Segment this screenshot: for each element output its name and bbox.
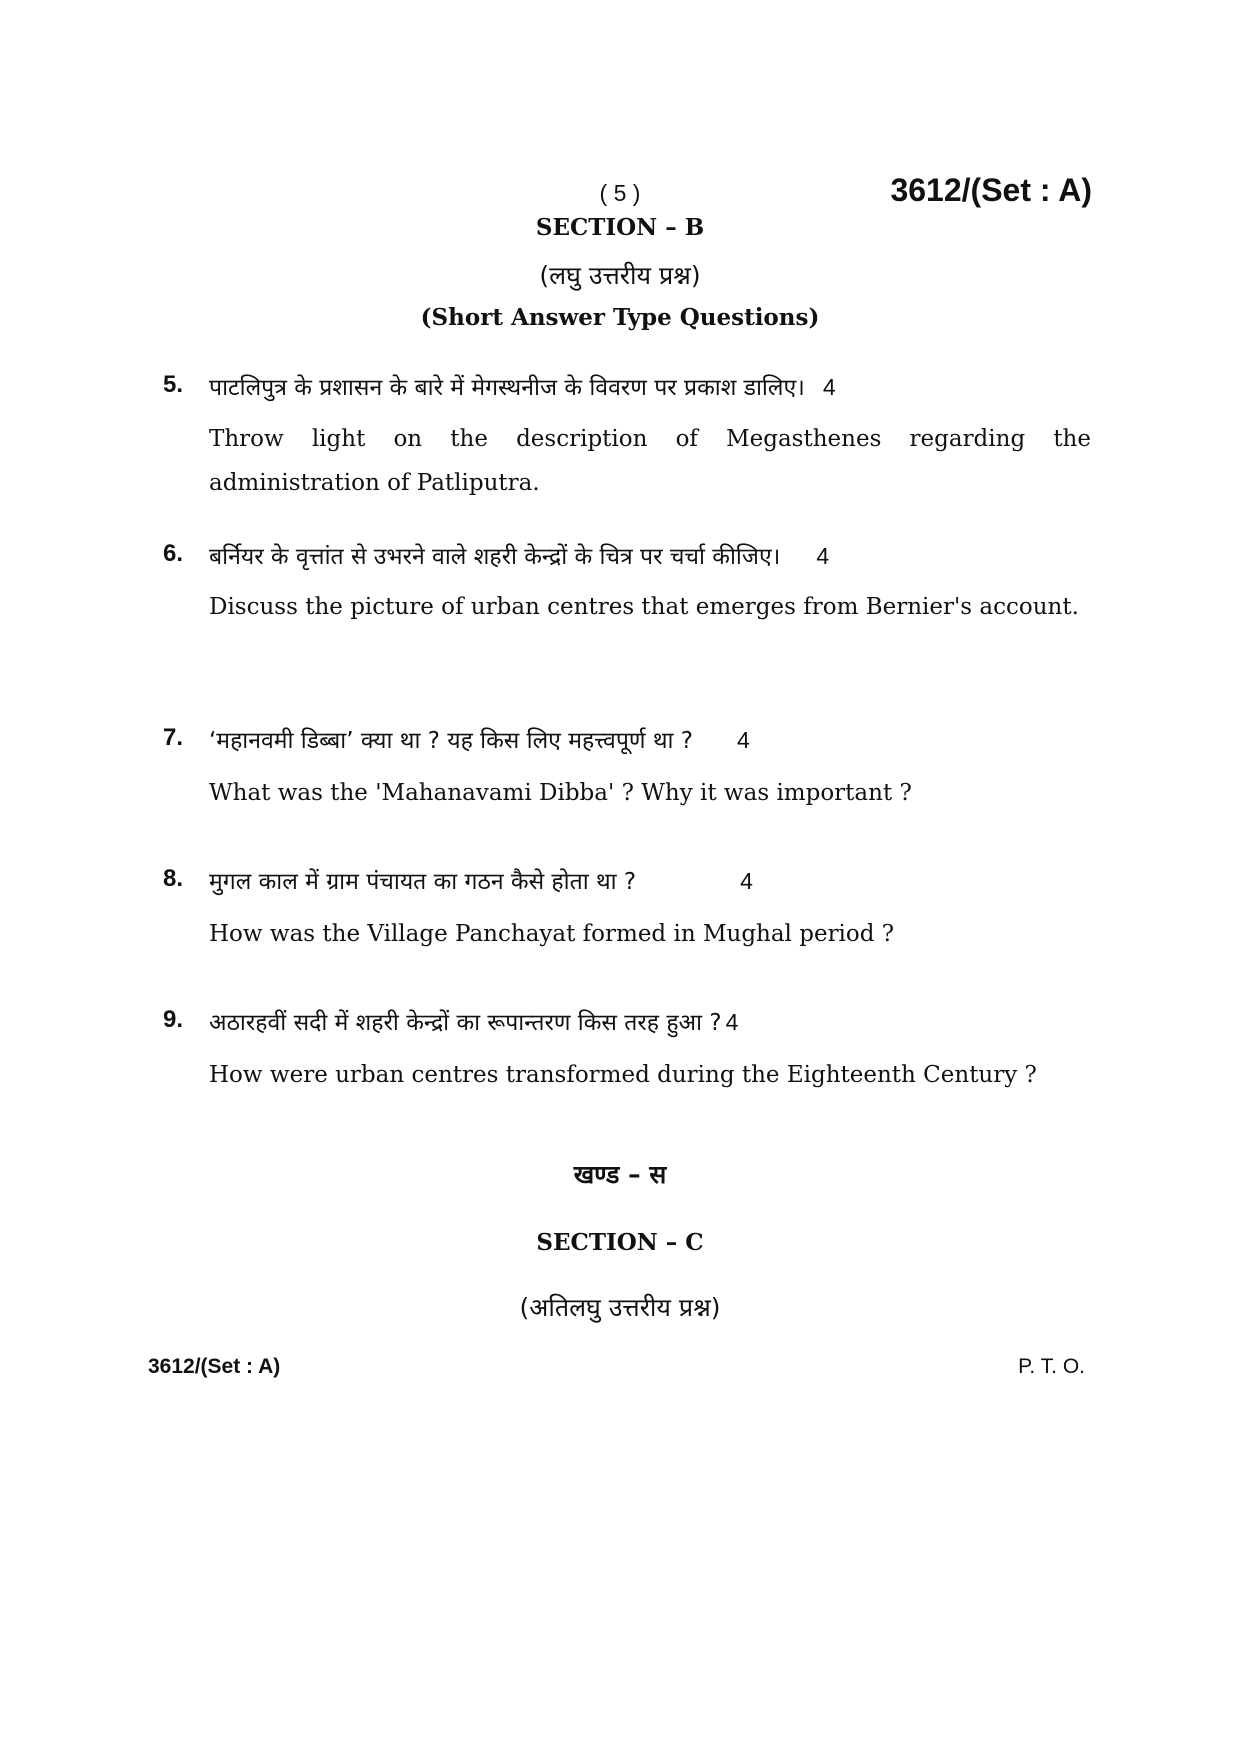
question-english-text: Discuss the picture of urban centres that emerges from Bernier's account. bbox=[209, 594, 1079, 620]
question-hindi-label: पाटलिपुत्र के प्रशासन के बारे में मेगस्थनीज के विवरण पर प्रकाश डालिए। bbox=[209, 375, 805, 401]
question-hindi-label: मुगल काल में ग्राम पंचायत का गठन कैसे होता था ? bbox=[209, 869, 637, 895]
question-english-text: Throw light on the description of Megasthenes regarding the administration of Patliputra. bbox=[209, 426, 1091, 496]
question-hindi-text bbox=[209, 864, 753, 896]
question-hindi-label: अठारहवीं सदी में शहरी केन्द्रों का रूपान्तरण किस तरह हुआ ? bbox=[209, 1010, 722, 1036]
page-number: ( 5 ) bbox=[599, 180, 641, 206]
question-number: 8. bbox=[163, 865, 184, 892]
section-c-title: SECTION – C bbox=[536, 1229, 704, 1256]
section-c-hindi-title: खण्ड – स bbox=[573, 1160, 667, 1189]
question-marks: 4 bbox=[737, 727, 750, 753]
question-hindi-text bbox=[209, 539, 829, 571]
question-marks: 4 bbox=[725, 1009, 739, 1035]
set-code-footer: 3612/(Set : A) bbox=[148, 1355, 281, 1378]
question-hindi-label: बर्नियर के वृत्तांत से उभरने वाले शहरी केन्द्रों के चित्र पर चर्चा कीजिए। bbox=[209, 544, 781, 570]
pto-label: P. T. O. bbox=[1018, 1355, 1085, 1378]
question-english-text: How were urban centres transformed during the Eighteenth Century ? bbox=[209, 1062, 1037, 1088]
question-hindi-label: ‘महानवमी डिब्बा’ क्या था ? यह किस लिए महत्त्वपूर्ण था ? bbox=[209, 728, 694, 754]
question-number: 9. bbox=[163, 1006, 184, 1033]
question-marks: 4 bbox=[740, 868, 753, 894]
question-english-text: How was the Village Panchayat formed in Mughal period ? bbox=[209, 921, 895, 947]
question-number: 7. bbox=[163, 724, 184, 751]
question-hindi-text bbox=[209, 723, 750, 755]
set-code-header: 3612/(Set : A) bbox=[890, 172, 1092, 208]
question-number: 6. bbox=[163, 540, 184, 567]
section-b-english-subtitle: (Short Answer Type Questions) bbox=[420, 304, 820, 331]
question-hindi-text bbox=[209, 370, 836, 402]
section-b-title: SECTION – B bbox=[535, 214, 705, 241]
section-b-hindi-subtitle: (लघु उत्तरीय प्रश्न) bbox=[539, 261, 701, 290]
question-number: 5. bbox=[163, 371, 184, 398]
question-hindi-text bbox=[209, 1005, 738, 1037]
question-marks: 4 bbox=[816, 543, 830, 569]
section-c-hindi-subtitle: (अतिलघु उत्तरीय प्रश्न) bbox=[519, 1293, 721, 1322]
question-marks: 4 bbox=[822, 374, 836, 400]
question-english-text: What was the 'Mahanavami Dibba' ? Why it was important ? bbox=[209, 780, 912, 806]
